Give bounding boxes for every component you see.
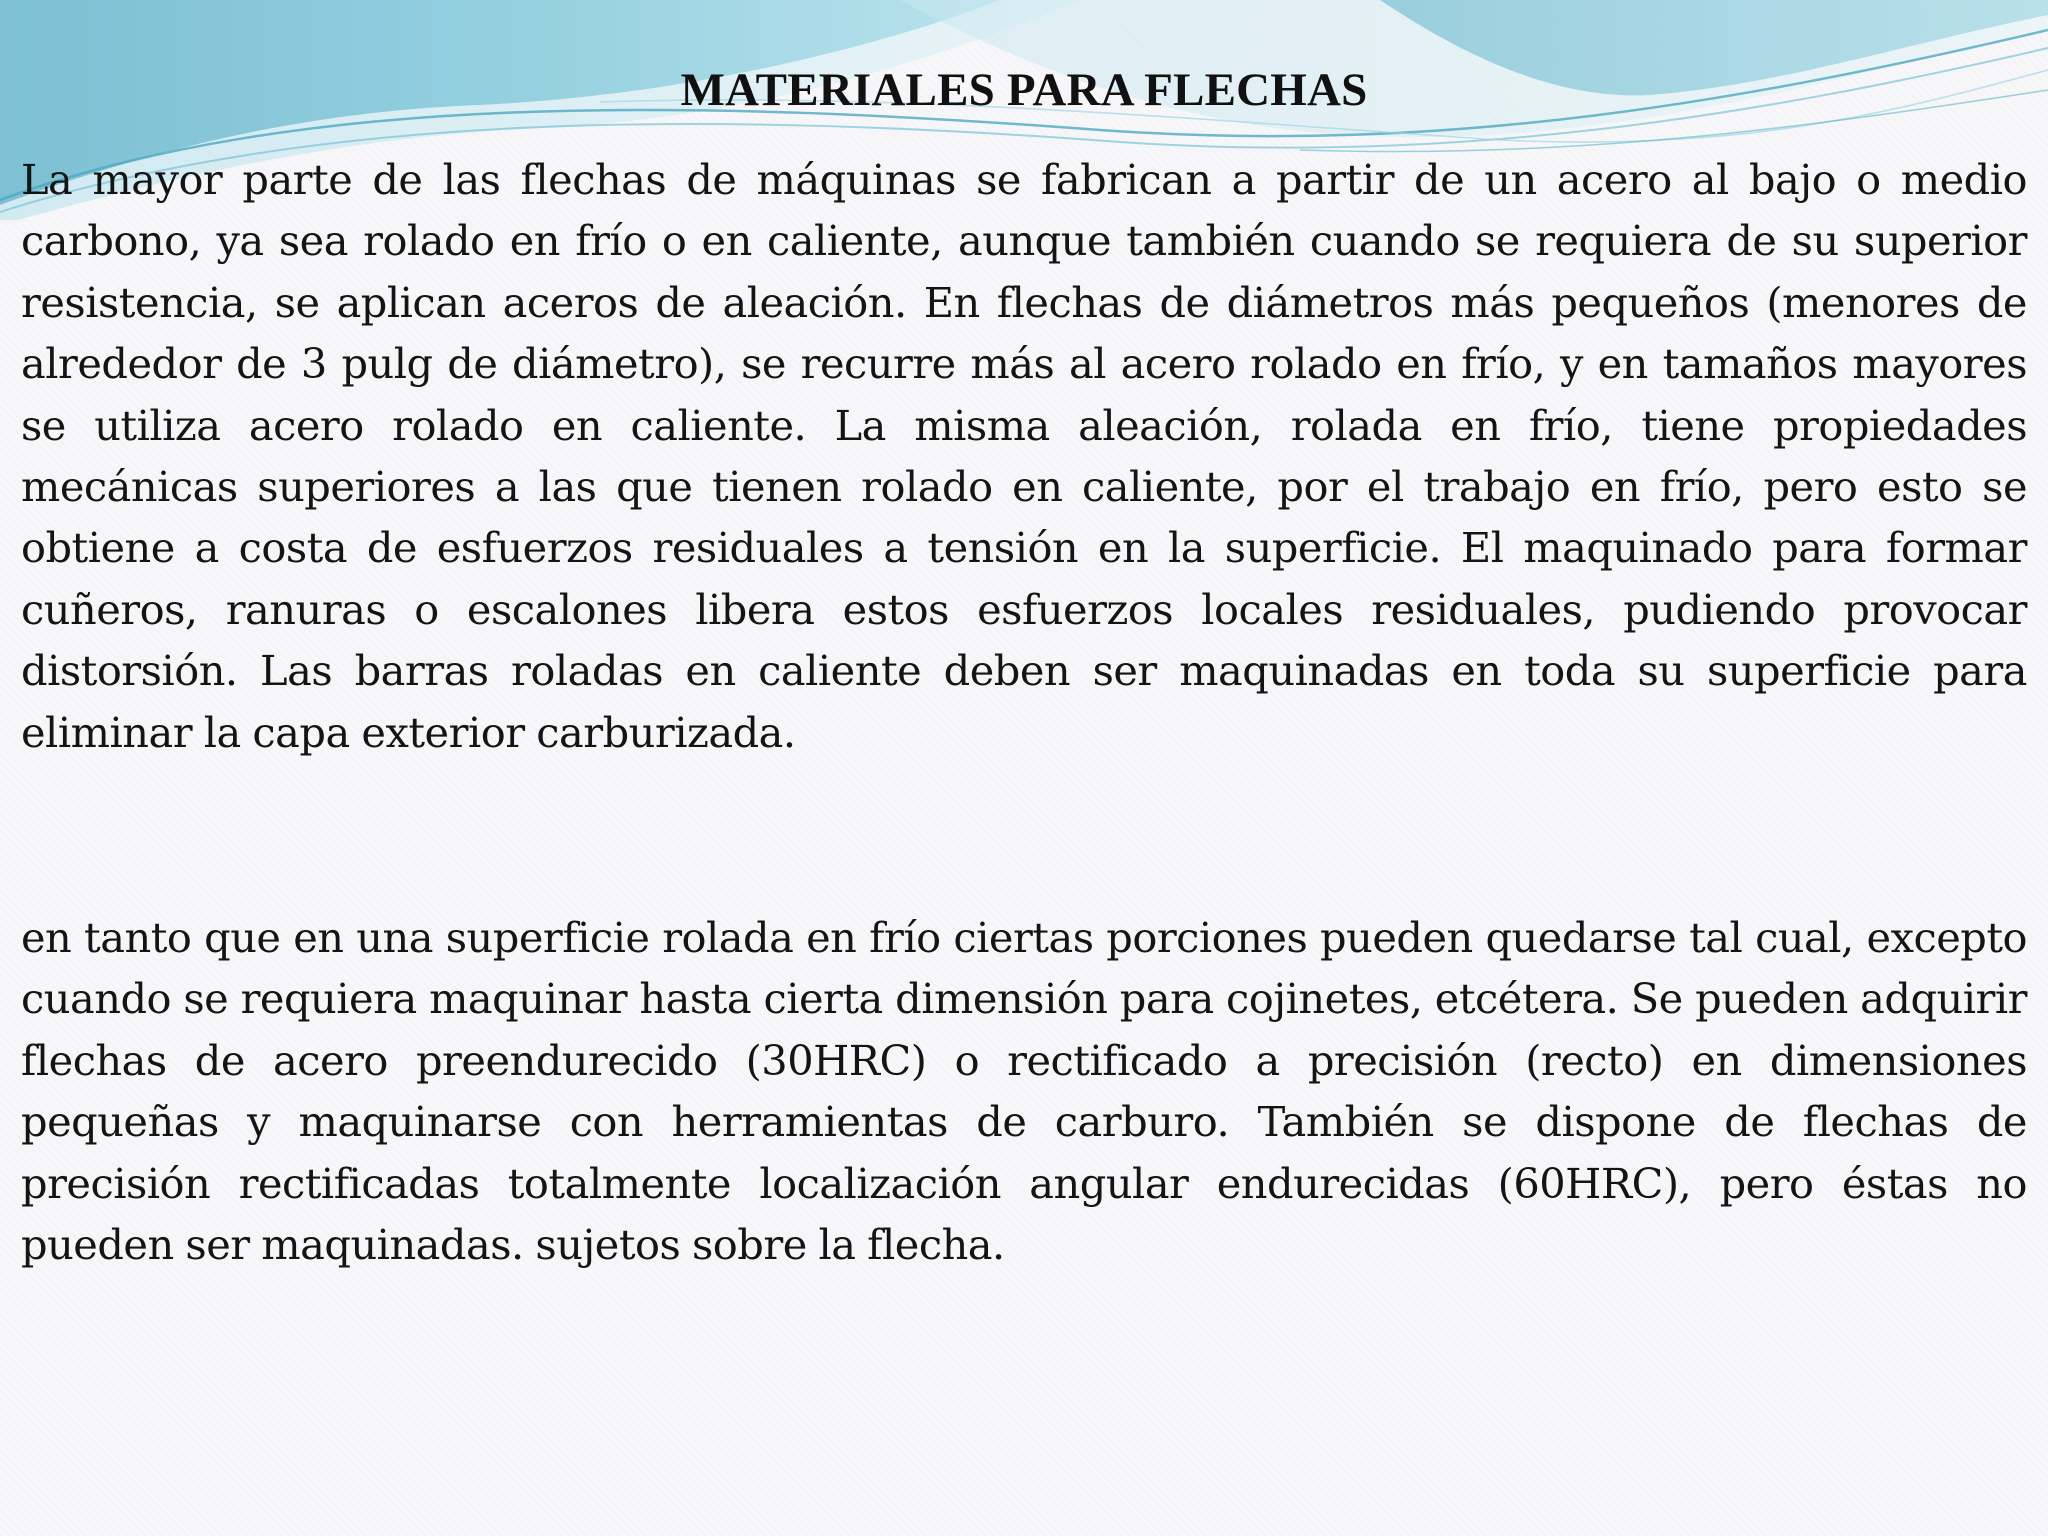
slide-title: MATERIALES PARA FLECHAS: [680, 64, 1368, 116]
paragraph-continuation: en tanto que en una superficie rolada en frío ciertas porciones pueden quedarse tal cual, excepto cuando se requiera maquinar hasta cierta dimensión para cojinetes, etcétera. Se pueden adquirir flechas de acero preendurecido (30HRC) o rectificado a precisión (recto) en dimensiones pequeñas y maquinarse con herramientas de carburo. También se dispone de flechas de precisión rectificadas totalmente localización angular endurecidas (60HRC), pero éstas no pueden ser maquinadas. sujetos sobre la flecha.: [21, 913, 2027, 1270]
paragraph-materials: La mayor parte de las flechas de máquinas se fabrican a partir de un acero al bajo o medio carbono, ya sea rolado en frío o en caliente, aunque también cuando se requiera de su superior resistencia, se aplican aceros de aleación. En flechas de diámetros más pequeños (menores de alrededor de 3 pulg de diámetro), se recurre más al acero rolado en frío, y en tamaños mayores se utiliza acero rolado en caliente. La misma aleación, rolada en frío, tiene propiedades mecánicas superiores a las que tienen rolado en caliente, por el trabajo en frío, pero esto se obtiene a costa de esfuerzos residuales a tensión en la superficie. El maquinado para formar cuñeros, ranuras o escalones libera estos esfuerzos locales residuales, pudiendo provocar distorsión. Las barras roladas en caliente deben ser maquinadas en toda su superficie para eliminar la capa exterior carburizada.: [21, 155, 2027, 757]
